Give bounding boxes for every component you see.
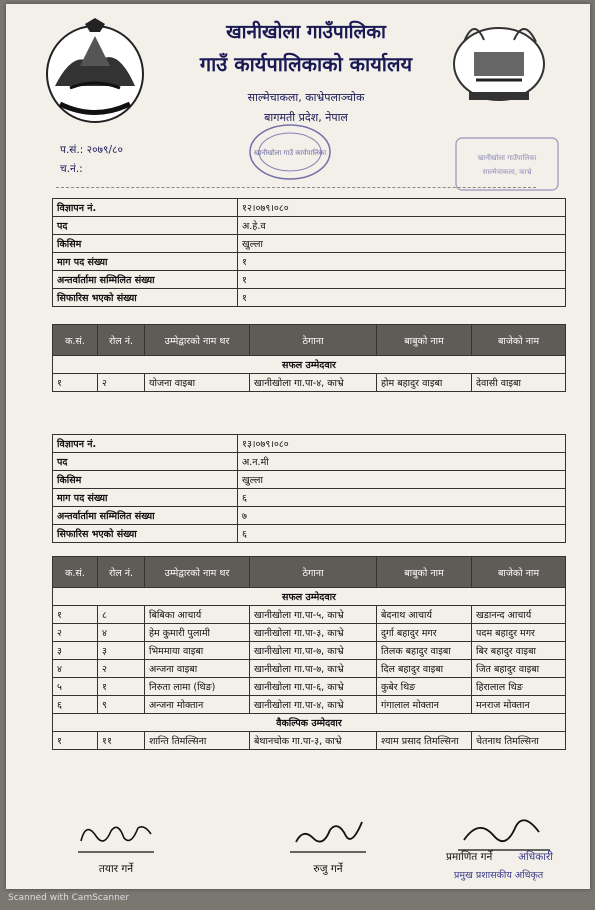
certified-by-label: प्रमाणित गर्ने [446,851,493,863]
info-label: विज्ञापन नं. [53,199,238,217]
table-row [53,374,566,392]
table-row [53,235,566,253]
info-label: माग पद संख्या [53,489,238,507]
info-label: सिफारिस भएको संख्या [53,289,238,307]
info-value: १३।०७९।०८० [238,435,566,453]
cell: खानीखोला गा.पा-४, काभ्रे [250,696,377,714]
cell: होम बहादुर वाइबा [377,374,472,392]
cell: २ [98,660,145,678]
cell: २ [98,374,145,392]
results-table-2 [52,556,566,750]
checked-by-signature [288,816,368,856]
province-name: बागमती प्रदेश, नेपाल [264,111,348,124]
cell: खानीखोला गा.पा-३, काभ्रे [250,624,377,642]
results-table-1 [52,324,566,392]
alternate-section-title: वैकल्पिक उम्मेदवार [53,714,566,732]
table-row [53,453,566,471]
camscanner-watermark: Scanned with CamScanner [8,893,130,903]
cell: खानीखोला गा.पा-५, काभ्रे [250,606,377,624]
col-serial: क.सं. [53,557,98,588]
cell: खानीखोला गा.पा-७, काभ्रे [250,660,377,678]
seal-stamp-line1: खानीखोला गाउँपालिका [477,154,537,162]
col-father: बाबुको नाम [377,557,472,588]
cell: हिरालाल थिङ [472,678,566,696]
cell: गंगालाल मोक्तान [377,696,472,714]
info-value: १ [238,253,566,271]
document-page [6,4,590,889]
col-address: ठेगाना [250,325,377,356]
officer-designation: प्रमुख प्रशासकीय अधिकृत [454,870,544,881]
table-row [53,678,566,696]
table-row [53,660,566,678]
info-label: विज्ञापन नं. [53,435,238,453]
prepared-by-label: तयार गर्ने [98,863,134,875]
table-row [53,696,566,714]
cell: शान्ति तिमल्सिना [145,732,250,750]
info-label: किसिम [53,471,238,489]
cell: ५ [53,678,98,696]
col-name: उम्मेद्वारको नाम थर [145,557,250,588]
cell: बिर बहादुर वाइबा [472,642,566,660]
col-father: बाबुको नाम [377,325,472,356]
info-value: ७ [238,507,566,525]
checked-by-label: रुजु गर्ने [313,863,343,875]
cell: योजना वाइबा [145,374,250,392]
cell: पदम बहादुर मगर [472,624,566,642]
office-name: गाउँ कार्यपालिकाको कार्यालय [199,52,413,76]
cell: १ [53,374,98,392]
table-row [53,253,566,271]
info-value: १ [238,289,566,307]
cell: मनराज मोक्तान [472,696,566,714]
table-row [53,732,566,750]
cell: खानीखोला गा.पा-४, काभ्रे [250,374,377,392]
table-row [53,507,566,525]
cell: देवासी वाइबा [472,374,566,392]
cell: ६ [53,696,98,714]
vacancy-info-table-2 [52,434,566,543]
header-divider [56,187,536,188]
table-row [53,642,566,660]
table-row [53,199,566,217]
table-header-row [53,325,566,356]
cell: जित बहादुर वाइबा [472,660,566,678]
table-row [53,289,566,307]
col-grandfather: बाजेको नाम [472,557,566,588]
cell: बिबिका आचार्य [145,606,250,624]
municipality-name: खानीखोला गाउँपालिका [226,21,386,43]
cell: १ [53,732,98,750]
col-roll: रोल नं. [98,557,145,588]
officer-title: अधिकारी [518,851,553,863]
info-value: १२।०७९।०८० [238,199,566,217]
cell: अन्जना वाइबा [145,660,250,678]
office-round-stamp [244,120,336,184]
seal-stamp-line2: साल्मेचाकला, काभ्रे [482,168,532,176]
table-row [53,271,566,289]
cell: खानीखोला गा.पा-६, काभ्रे [250,678,377,696]
vacancy-info-table-1 [52,198,566,307]
col-name: उम्मेद्वारको नाम थर [145,325,250,356]
col-serial: क.सं. [53,325,98,356]
cell: खानीखोला गा.पा-७, काभ्रे [250,642,377,660]
cell: बेथानचोक गा.पा-३, काभ्रे [250,732,377,750]
cell: निरुता लामा (थिङ) [145,678,250,696]
office-address: साल्मेचाकला, काभ्रेपलाञ्चोक [247,91,365,104]
cell: १ [98,678,145,696]
nepal-emblem-logo [40,16,150,126]
table-header-row [53,557,566,588]
table-row [53,525,566,543]
cell: बेदनाथ आचार्य [377,606,472,624]
dispatch-number: च.नं.: [60,163,83,175]
section-title: सफल उम्मेदवार [53,588,566,606]
info-value: १ [238,271,566,289]
info-value: अ.न.मी [238,453,566,471]
table-row [53,217,566,235]
info-label: अन्तर्वार्तामा सम्मिलित संख्या [53,507,238,525]
table-row [53,471,566,489]
cell: ११ [98,732,145,750]
cell: ८ [98,606,145,624]
cell: खडानन्द आचार्य [472,606,566,624]
cell: दिल बहादुर वाइबा [377,660,472,678]
table-row [53,606,566,624]
section-row [53,588,566,606]
cell: श्याम प्रसाद तिमल्सिना [377,732,472,750]
col-address: ठेगाना [250,557,377,588]
cell: कुबेर थिङ [377,678,472,696]
cell: दुर्गा बहादुर मगर [377,624,472,642]
table-row [53,489,566,507]
cell: १ [53,606,98,624]
info-label: पद [53,217,238,235]
info-label: सिफारिस भएको संख्या [53,525,238,543]
section-title: सफल उम्मेदवार [53,356,566,374]
cell: तिलक बहादुर वाइबा [377,642,472,660]
info-label: अन्तर्वार्तामा सम्मिलित संख्या [53,271,238,289]
cell: ३ [98,642,145,660]
info-value: ६ [238,525,566,543]
cell: भिममाया वाइबा [145,642,250,660]
table-row [53,435,566,453]
reference-number: प.सं.: २०७९/८० [60,144,123,156]
section-row [53,714,566,732]
cell: ४ [53,660,98,678]
cell: अन्जना मोक्तान [145,696,250,714]
info-value: खुल्ला [238,471,566,489]
round-stamp-text: खानीखोला गाउँ कार्यपालिका [253,149,327,157]
cell: ४ [98,624,145,642]
col-roll: रोल नं. [98,325,145,356]
table-row [53,624,566,642]
cell: ९ [98,696,145,714]
info-value: खुल्ला [238,235,566,253]
cell: चेतनाथ तिमल्सिना [472,732,566,750]
municipality-logo [444,12,554,110]
col-grandfather: बाजेको नाम [472,325,566,356]
info-label: पद [53,453,238,471]
info-label: माग पद संख्या [53,253,238,271]
cell: हेम कुमारी पुलामी [145,624,250,642]
cell: ३ [53,642,98,660]
info-value: ६ [238,489,566,507]
cell: २ [53,624,98,642]
office-seal-stamp [452,130,562,200]
prepared-by-signature [76,816,156,856]
info-label: किसिम [53,235,238,253]
info-value: अ.हे.व [238,217,566,235]
section-row [53,356,566,374]
